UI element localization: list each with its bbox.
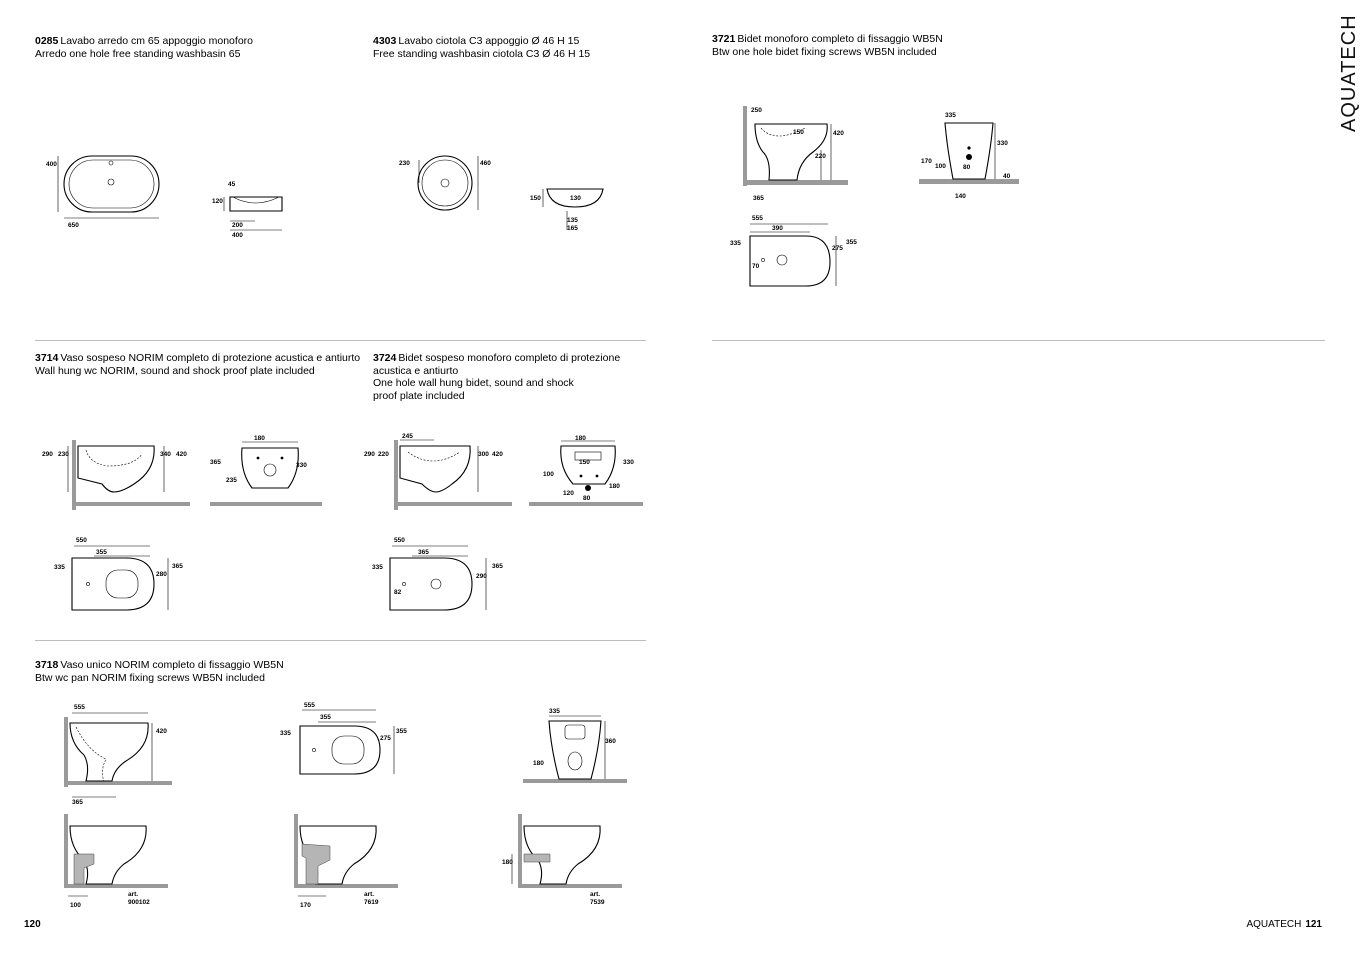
dim-label: 180 bbox=[575, 435, 586, 442]
drawing-3718-side bbox=[60, 697, 180, 807]
footer-brand: AQUATECH bbox=[1246, 919, 1302, 930]
product-code: 0285 bbox=[35, 35, 59, 47]
product-desc-en: Wall hung wc NORIM, sound and shock proof plate included bbox=[35, 364, 315, 377]
dim-label: 555 bbox=[74, 704, 85, 711]
dim-label: 200 bbox=[232, 222, 243, 229]
drawing-3714-top bbox=[52, 532, 192, 617]
dim-label: 650 bbox=[68, 222, 79, 229]
product-desc-en: Btw one hole bidet fixing screws WB5N included bbox=[712, 45, 937, 58]
drawing-3718-install-1 bbox=[60, 810, 180, 915]
dim-label: 335 bbox=[280, 730, 291, 737]
dim-label: 80 bbox=[963, 164, 971, 171]
page-number-left: 120 bbox=[24, 919, 41, 930]
product-desc-en: Arredo one hole free standing washbasin 65 bbox=[35, 47, 241, 60]
product-desc-it: Vaso unico NORIM completo di fissaggio WB5N bbox=[60, 659, 284, 671]
section-divider bbox=[35, 340, 646, 341]
dim-label: 555 bbox=[752, 215, 763, 222]
drawing-3724-top bbox=[370, 532, 510, 617]
product-desc-it: Bidet monoforo completo di fissaggio WB5N bbox=[737, 33, 943, 45]
dim-label: 280 bbox=[156, 571, 167, 578]
dim-label: 170 bbox=[921, 158, 932, 165]
dim-label: 150 bbox=[579, 459, 590, 466]
product-desc-en: Btw wc pan NORIM fixing screws WB5N included bbox=[35, 671, 265, 684]
dim-label: 180 bbox=[609, 483, 620, 490]
dim-label: 150 bbox=[530, 195, 541, 202]
dim-label: 82 bbox=[394, 589, 402, 596]
product-desc-en: Free standing washbasin ciotola C3 Ø 46 H 15 bbox=[373, 47, 591, 60]
dim-label: 335 bbox=[549, 708, 560, 715]
dim-label: 45 bbox=[228, 181, 236, 188]
dim-label: 550 bbox=[76, 537, 87, 544]
dim-label: 355 bbox=[320, 714, 331, 721]
page-number-right: 121 bbox=[1305, 919, 1322, 930]
dim-label: 335 bbox=[54, 564, 65, 571]
dim-label: 420 bbox=[833, 130, 844, 137]
dim-label: 130 bbox=[570, 195, 581, 202]
product-desc-it: Lavabo arredo cm 65 appoggio monoforo bbox=[60, 35, 253, 47]
dim-label: 335 bbox=[372, 564, 383, 571]
drawing-3721-side bbox=[735, 100, 855, 205]
drawing-3721-top bbox=[728, 210, 868, 290]
dim-label: 135 bbox=[567, 217, 578, 224]
product-desc-it-2: acustica e antiurto bbox=[373, 364, 459, 377]
dim-label: 230 bbox=[399, 160, 410, 167]
dim-label: 290 bbox=[364, 451, 375, 458]
dim-label: 300 bbox=[478, 451, 489, 458]
dim-label: 360 bbox=[605, 738, 616, 745]
dim-label: 365 bbox=[418, 549, 429, 556]
product-code: 3718 bbox=[35, 659, 59, 671]
dim-label: 290 bbox=[476, 573, 487, 580]
brand-vertical: AQUATECH bbox=[1338, 14, 1360, 132]
dim-label: 365 bbox=[492, 563, 503, 570]
dim-label: 100 bbox=[935, 163, 946, 170]
dim-label: 290 bbox=[42, 451, 53, 458]
drawing-3714-front bbox=[208, 432, 328, 512]
dim-label: 80 bbox=[583, 495, 591, 502]
dim-label: 365 bbox=[210, 459, 221, 466]
drawing-4303-side bbox=[525, 185, 615, 240]
dim-label: 250 bbox=[751, 107, 762, 114]
drawing-3724-front bbox=[527, 432, 647, 512]
drawing-0285-top bbox=[40, 150, 170, 235]
dim-label: 70 bbox=[752, 263, 760, 270]
dim-label: 355 bbox=[846, 239, 857, 246]
dim-label: 550 bbox=[394, 537, 405, 544]
dim-label: 100 bbox=[543, 471, 554, 478]
product-desc-en-2: proof plate included bbox=[373, 389, 465, 402]
dim-label: 340 bbox=[160, 451, 171, 458]
dim-label: 40 bbox=[1003, 173, 1011, 180]
art-label: art. bbox=[364, 891, 375, 898]
dim-label: 365 bbox=[753, 195, 764, 202]
product-desc-en: One hole wall hung bidet, sound and shock bbox=[373, 377, 574, 389]
dim-label: 355 bbox=[96, 549, 107, 556]
dim-label: 140 bbox=[955, 193, 966, 200]
product-code: 3724 bbox=[373, 352, 397, 364]
art-label: art. bbox=[128, 891, 139, 898]
art-number: 900102 bbox=[128, 899, 150, 906]
dim-label: 275 bbox=[380, 735, 391, 742]
dim-label: 220 bbox=[815, 153, 826, 160]
drawing-3718-front bbox=[515, 705, 630, 790]
dim-label: 180 bbox=[502, 859, 513, 866]
dim-label: 100 bbox=[70, 902, 81, 909]
dim-label: 365 bbox=[72, 799, 83, 806]
product-0285 bbox=[35, 35, 253, 60]
product-4303 bbox=[373, 35, 590, 60]
dim-label: 400 bbox=[232, 232, 243, 239]
dim-label: 555 bbox=[304, 702, 315, 709]
drawing-3714-side bbox=[38, 430, 193, 512]
product-code: 3714 bbox=[35, 352, 59, 364]
art-number: 7539 bbox=[590, 899, 605, 906]
dim-label: 120 bbox=[563, 490, 574, 497]
drawing-0285-side bbox=[210, 175, 290, 240]
dim-label: 330 bbox=[296, 462, 307, 469]
dim-label: 365 bbox=[172, 563, 183, 570]
drawing-3718-top bbox=[278, 698, 418, 783]
dim-label: 165 bbox=[567, 225, 578, 232]
product-3721 bbox=[712, 33, 943, 58]
dim-label: 180 bbox=[533, 760, 544, 767]
dim-label: 275 bbox=[832, 245, 843, 252]
dim-label: 335 bbox=[945, 112, 956, 119]
dim-label: 330 bbox=[997, 140, 1008, 147]
dim-label: 390 bbox=[772, 225, 783, 232]
drawing-3718-install-3 bbox=[500, 810, 625, 915]
dim-label: 335 bbox=[730, 240, 741, 247]
section-divider bbox=[35, 640, 646, 641]
footer-right bbox=[1246, 919, 1322, 930]
dim-label: 420 bbox=[492, 451, 503, 458]
dim-label: 330 bbox=[623, 459, 634, 466]
section-divider bbox=[712, 340, 1325, 341]
product-3724 bbox=[373, 352, 620, 402]
drawing-3724-side bbox=[360, 430, 515, 512]
dim-label: 245 bbox=[402, 433, 413, 440]
dim-label: 230 bbox=[58, 451, 69, 458]
product-desc-it: Vaso sospeso NORIM completo di protezione acustica e antiurto bbox=[60, 352, 361, 364]
dim-label: 150 bbox=[793, 129, 804, 136]
dim-label: 400 bbox=[46, 161, 57, 168]
art-number: 7619 bbox=[364, 899, 379, 906]
product-3714 bbox=[35, 352, 360, 377]
dim-label: 355 bbox=[396, 728, 407, 735]
dim-label: 420 bbox=[176, 451, 187, 458]
product-desc-it: Lavabo ciotola C3 appoggio Ø 46 H 15 bbox=[398, 35, 580, 47]
dim-label: 460 bbox=[480, 160, 491, 167]
product-3718 bbox=[35, 659, 284, 684]
dim-label: 120 bbox=[212, 198, 223, 205]
drawing-3718-install-2 bbox=[290, 810, 410, 915]
dim-label: 170 bbox=[300, 902, 311, 909]
dim-label: 220 bbox=[378, 451, 389, 458]
drawing-3721-front bbox=[915, 105, 1025, 200]
dim-label: 180 bbox=[254, 435, 265, 442]
art-label: art. bbox=[590, 891, 601, 898]
product-code: 4303 bbox=[373, 35, 397, 47]
product-desc-it: Bidet sospeso monoforo completo di protezione bbox=[398, 352, 621, 364]
product-code: 3721 bbox=[712, 33, 736, 45]
dim-label: 420 bbox=[156, 728, 167, 735]
dim-label: 235 bbox=[226, 477, 237, 484]
drawing-4303-top bbox=[395, 150, 495, 220]
